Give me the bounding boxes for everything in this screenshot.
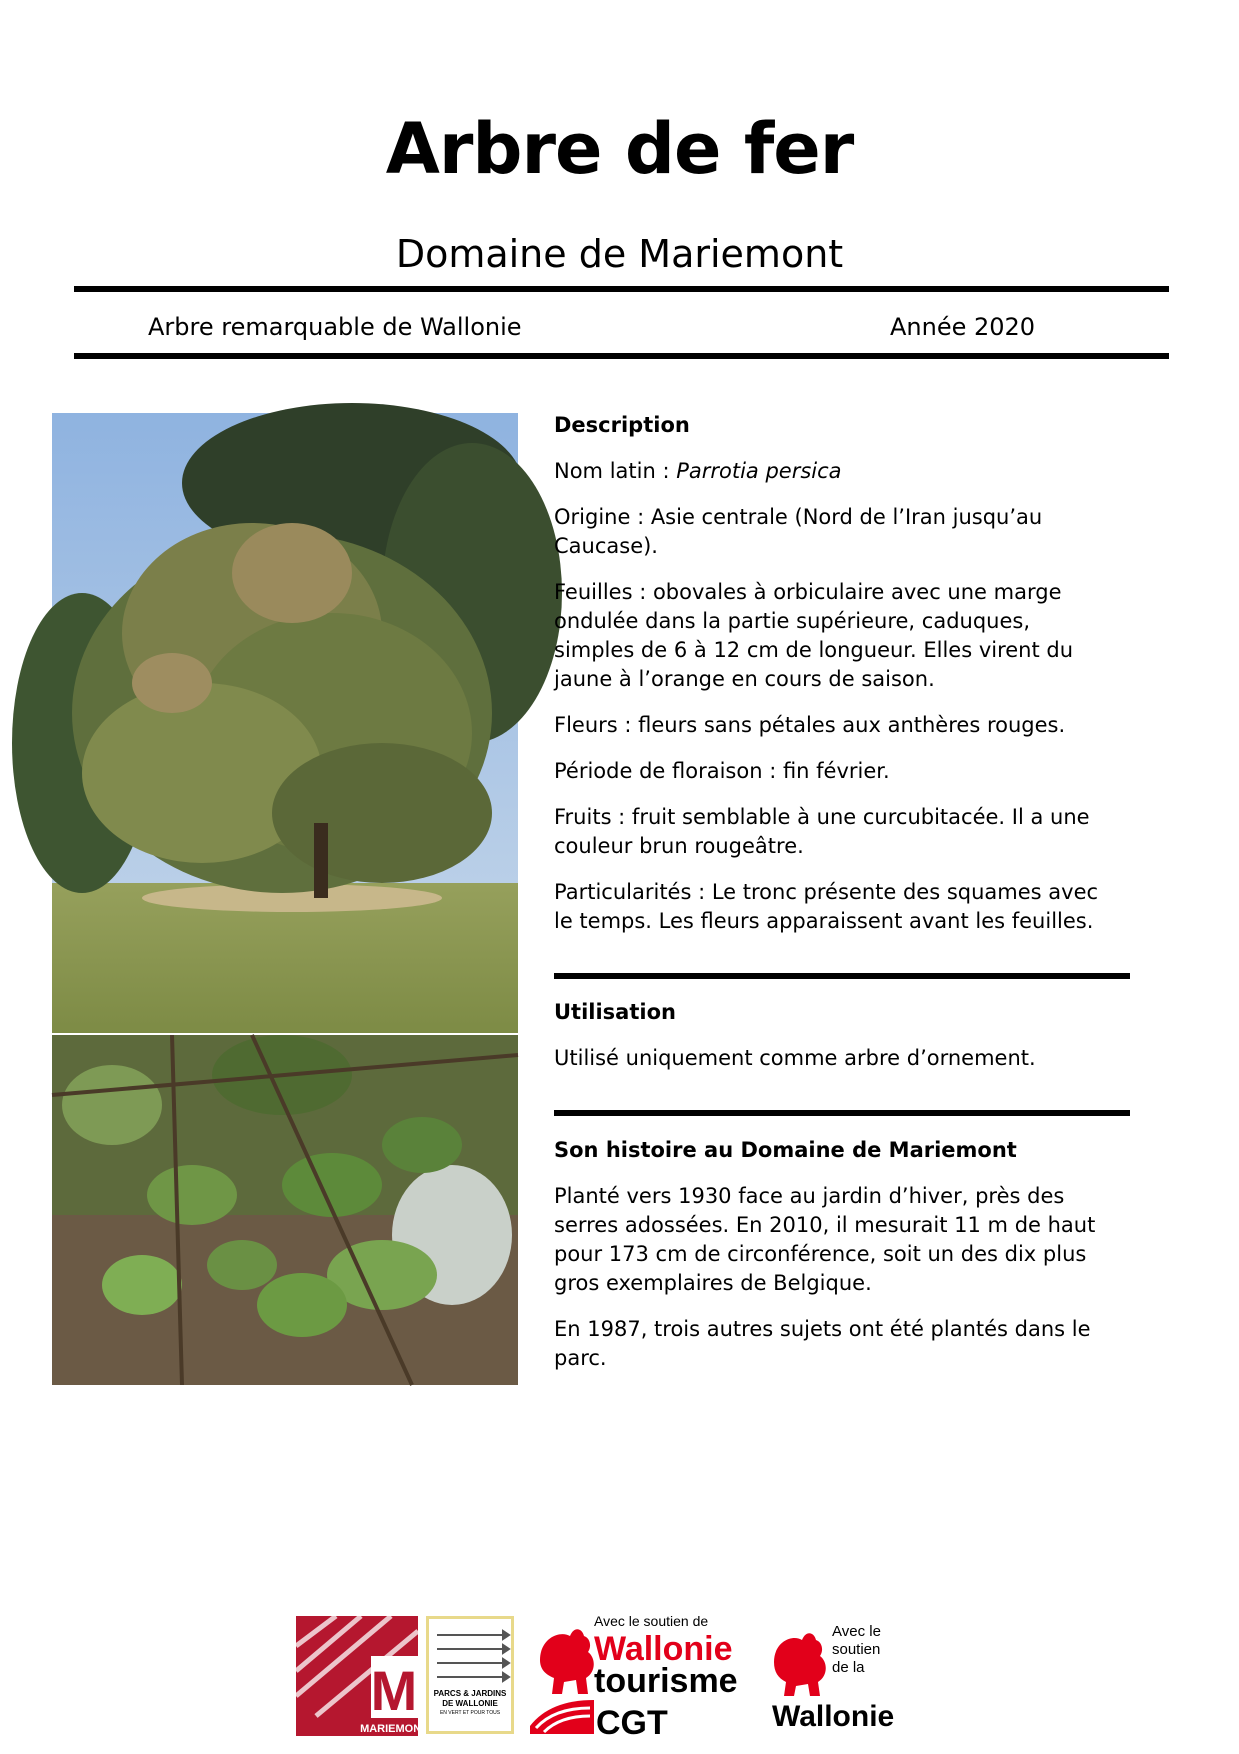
- leaves-photo: [52, 1035, 518, 1385]
- origin-text: Origine : Asie centrale (Nord de l’Iran jusqu’au Caucase).: [554, 505, 1043, 558]
- parcs-jardins-logo: [426, 1616, 514, 1734]
- mariemont-logo: [296, 1616, 428, 1736]
- page-subtitle: Domaine de Mariemont: [395, 232, 844, 276]
- tree-photo: [52, 413, 518, 1033]
- flowers-text: Fleurs : fleurs sans pétales aux anthères rouges.: [554, 713, 1066, 737]
- fruits-text: Fruits : fruit semblable à une curcubitacée. Il a une couleur brun rougeâtre.: [554, 805, 1090, 858]
- wallonie-support-logo: [770, 1622, 910, 1734]
- latin-name-label: Nom latin :: [554, 459, 677, 483]
- cgt-tourisme: tourisme: [594, 1662, 738, 1700]
- wallonie-support-name: Wallonie: [772, 1700, 895, 1733]
- description-section: [554, 411, 1114, 936]
- wallonie-support-line3: de la: [832, 1659, 865, 1676]
- description-heading: Description: [554, 413, 690, 437]
- latin-name: Parrotia persica: [676, 459, 842, 483]
- history-text: En 1987, trois autres sujets ont été plantés dans le parc.: [554, 1317, 1091, 1370]
- parcs-text-1: PARCS & JARDINS: [433, 1689, 507, 1698]
- cgt-support-text: Avec le soutien de: [594, 1613, 709, 1629]
- year-text: Année 2020: [890, 313, 1036, 341]
- usage-heading: Utilisation: [554, 1000, 676, 1024]
- history-heading: Son histoire au Domaine de Mariemont: [554, 1138, 1017, 1162]
- tree-photo-image: [52, 413, 518, 1033]
- history-section: [554, 1136, 1114, 1373]
- latin-name-line: [554, 457, 1114, 486]
- wallonie-support-line2: soutien: [832, 1641, 881, 1658]
- mariemont-logo-text: MARIEMONT: [360, 1723, 428, 1735]
- flowering-text: Période de floraison : fin février.: [554, 759, 890, 783]
- rooster-icon: [540, 1629, 594, 1694]
- history-text: Planté vers 1930 face au jardin d’hiver, près des serres adossées. En 2010, il mesurait 11 m de haut pour 173 cm de circonférence, soit un des dix plus gros exemplaires de Belgique.: [554, 1184, 1096, 1295]
- usage-section: [554, 998, 1114, 1073]
- rooster-icon: [774, 1633, 826, 1696]
- particularities-text: Particularités : Le tronc présente des squames avec le temps. Les fleurs apparaissent avant les feuilles.: [554, 880, 1099, 933]
- page-title: Arbre de fer: [385, 108, 854, 190]
- partner-logos: [0, 1608, 1239, 1742]
- label-text: Arbre remarquable de Wallonie: [148, 313, 522, 341]
- leaves-text: Feuilles : obovales à orbiculaire avec une marge ondulée dans la partie supérieure, caduques, simples de 6 à 12 cm de longueur. Elles virent du jaune à l’orange en cours de saison.: [554, 580, 1074, 691]
- header-divider: [74, 353, 1169, 359]
- section-divider: [554, 1110, 1130, 1116]
- top-divider: [74, 286, 1169, 292]
- leaves-photo-image: [52, 1035, 518, 1385]
- cgt-text: CGT: [596, 1704, 668, 1742]
- arrows-icon: [429, 1625, 511, 1685]
- usage-text: Utilisé uniquement comme arbre d’ornement.: [554, 1046, 1036, 1070]
- section-divider: [554, 973, 1130, 979]
- wallonie-support-line1: Avec le: [832, 1623, 881, 1640]
- parcs-tagline: EN VERT ET POUR TOUS: [439, 1710, 501, 1716]
- wallonie-tourisme-logo: [530, 1608, 738, 1742]
- mariemont-logo-letter: M: [370, 1659, 418, 1722]
- parcs-text-2: DE WALLONIE: [442, 1699, 498, 1708]
- cgt-wallonie: Wallonie: [594, 1630, 733, 1668]
